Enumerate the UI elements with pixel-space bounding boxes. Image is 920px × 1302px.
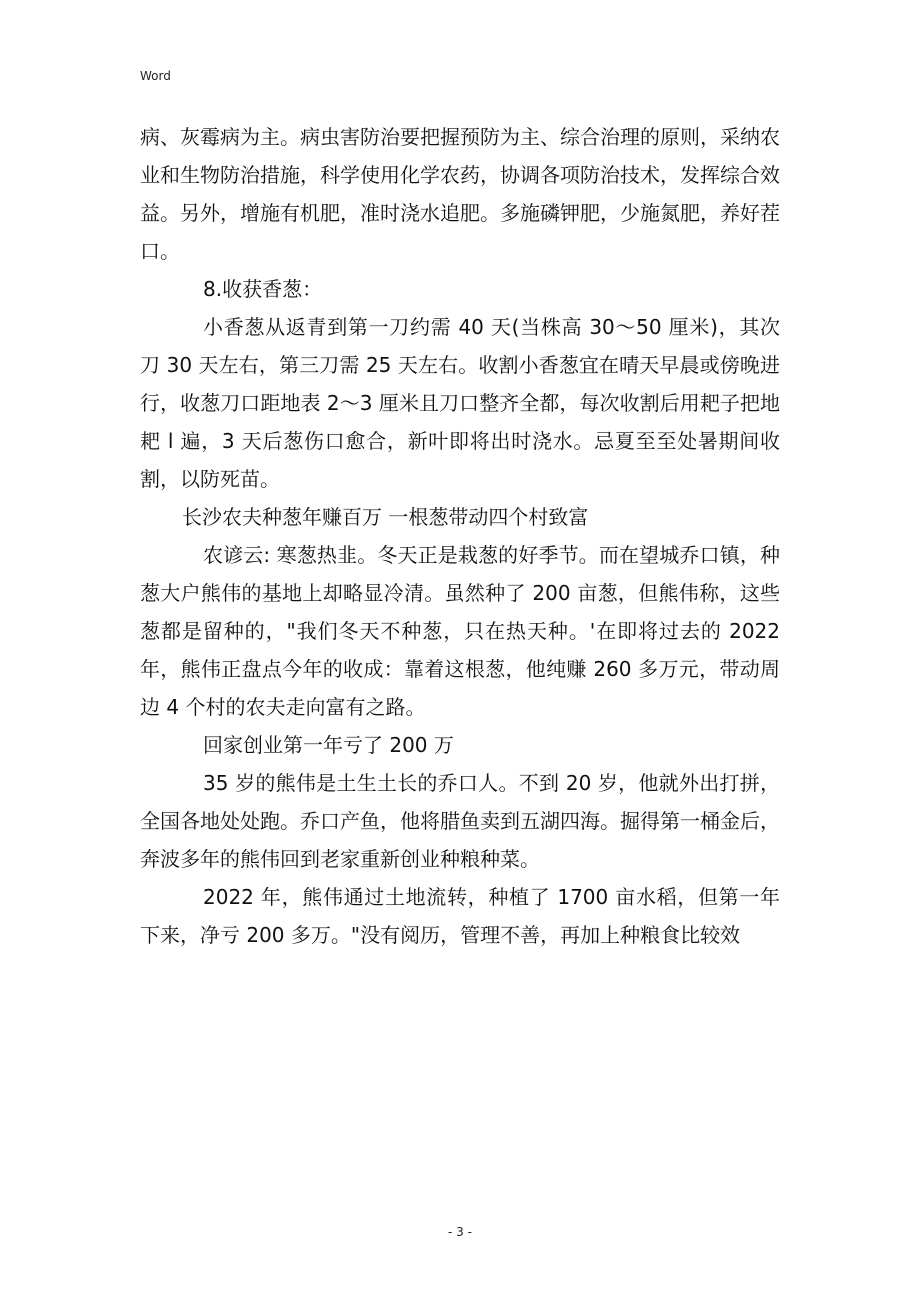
paragraph-loss: 2022 年，熊伟通过土地流转，种植了 1700 亩水稻，但第一年下来，净亏 200 多万。"没有阅历，管理不善，再加上种粮食比较效 [140, 885, 780, 947]
header-label: Word [140, 69, 171, 83]
section-heading-harvest: 8.收获香葱： [203, 277, 323, 301]
document-body [140, 118, 780, 954]
page-number: - 3 - [448, 1225, 472, 1239]
paragraph-harvest: 小香葱从返青到第一刀约需 40 天(当株高 30～50 厘米)，其次刀 30 天左右，第三刀需 25 天左右。收割小香葱宜在晴天早晨或傍晚进行，收葱刀口距地表 2～3 厘米且刀口整齐全都，每次收割后用耙子把地耙 l 遍，3 天后葱伤口愈合，新叶即将出时浇水。忌夏至至处暑期间收割，以防死苗。 [140, 315, 780, 491]
paragraph-background: 35 岁的熊伟是土生土长的乔口人。不到 20 岁，他就外出打拼，全国各地处处跑。乔口产鱼，他将腊鱼卖到五湖四海。掘得第一桶金后，奔波多年的熊伟回到老家重新创业种粮种菜。 [140, 771, 780, 871]
subheading-first-year: 回家创业第一年亏了 200 万 [203, 733, 454, 757]
paragraph-intro: 农谚云: 寒葱热韭。冬天正是栽葱的好季节。而在望城乔口镇，种葱大户熊伟的基地上却略显冷清。虽然种了 200 亩葱，但熊伟称，这些葱都是留种的，"我们冬天不种葱，只在热天种。'在即将过去的 2022 年，熊伟正盘点今年的收成：靠着这根葱，他纯赚 260 多万元，带动周边 4 个村的农夫走向富有之路。 [140, 543, 780, 719]
paragraph-pest-control: 病、灰霉病为主。病虫害防治要把握预防为主、综合治理的原则，采纳农业和生物防治措施，科学使用化学农药，协调各项防治技术，发挥综合效益。另外，增施有机肥，准时浇水追肥。多施磷钾肥，少施氮肥，养好茬口。 [140, 125, 780, 263]
article-title: 长沙农夫种葱年赚百万 一根葱带动四个村致富 [182, 505, 589, 529]
